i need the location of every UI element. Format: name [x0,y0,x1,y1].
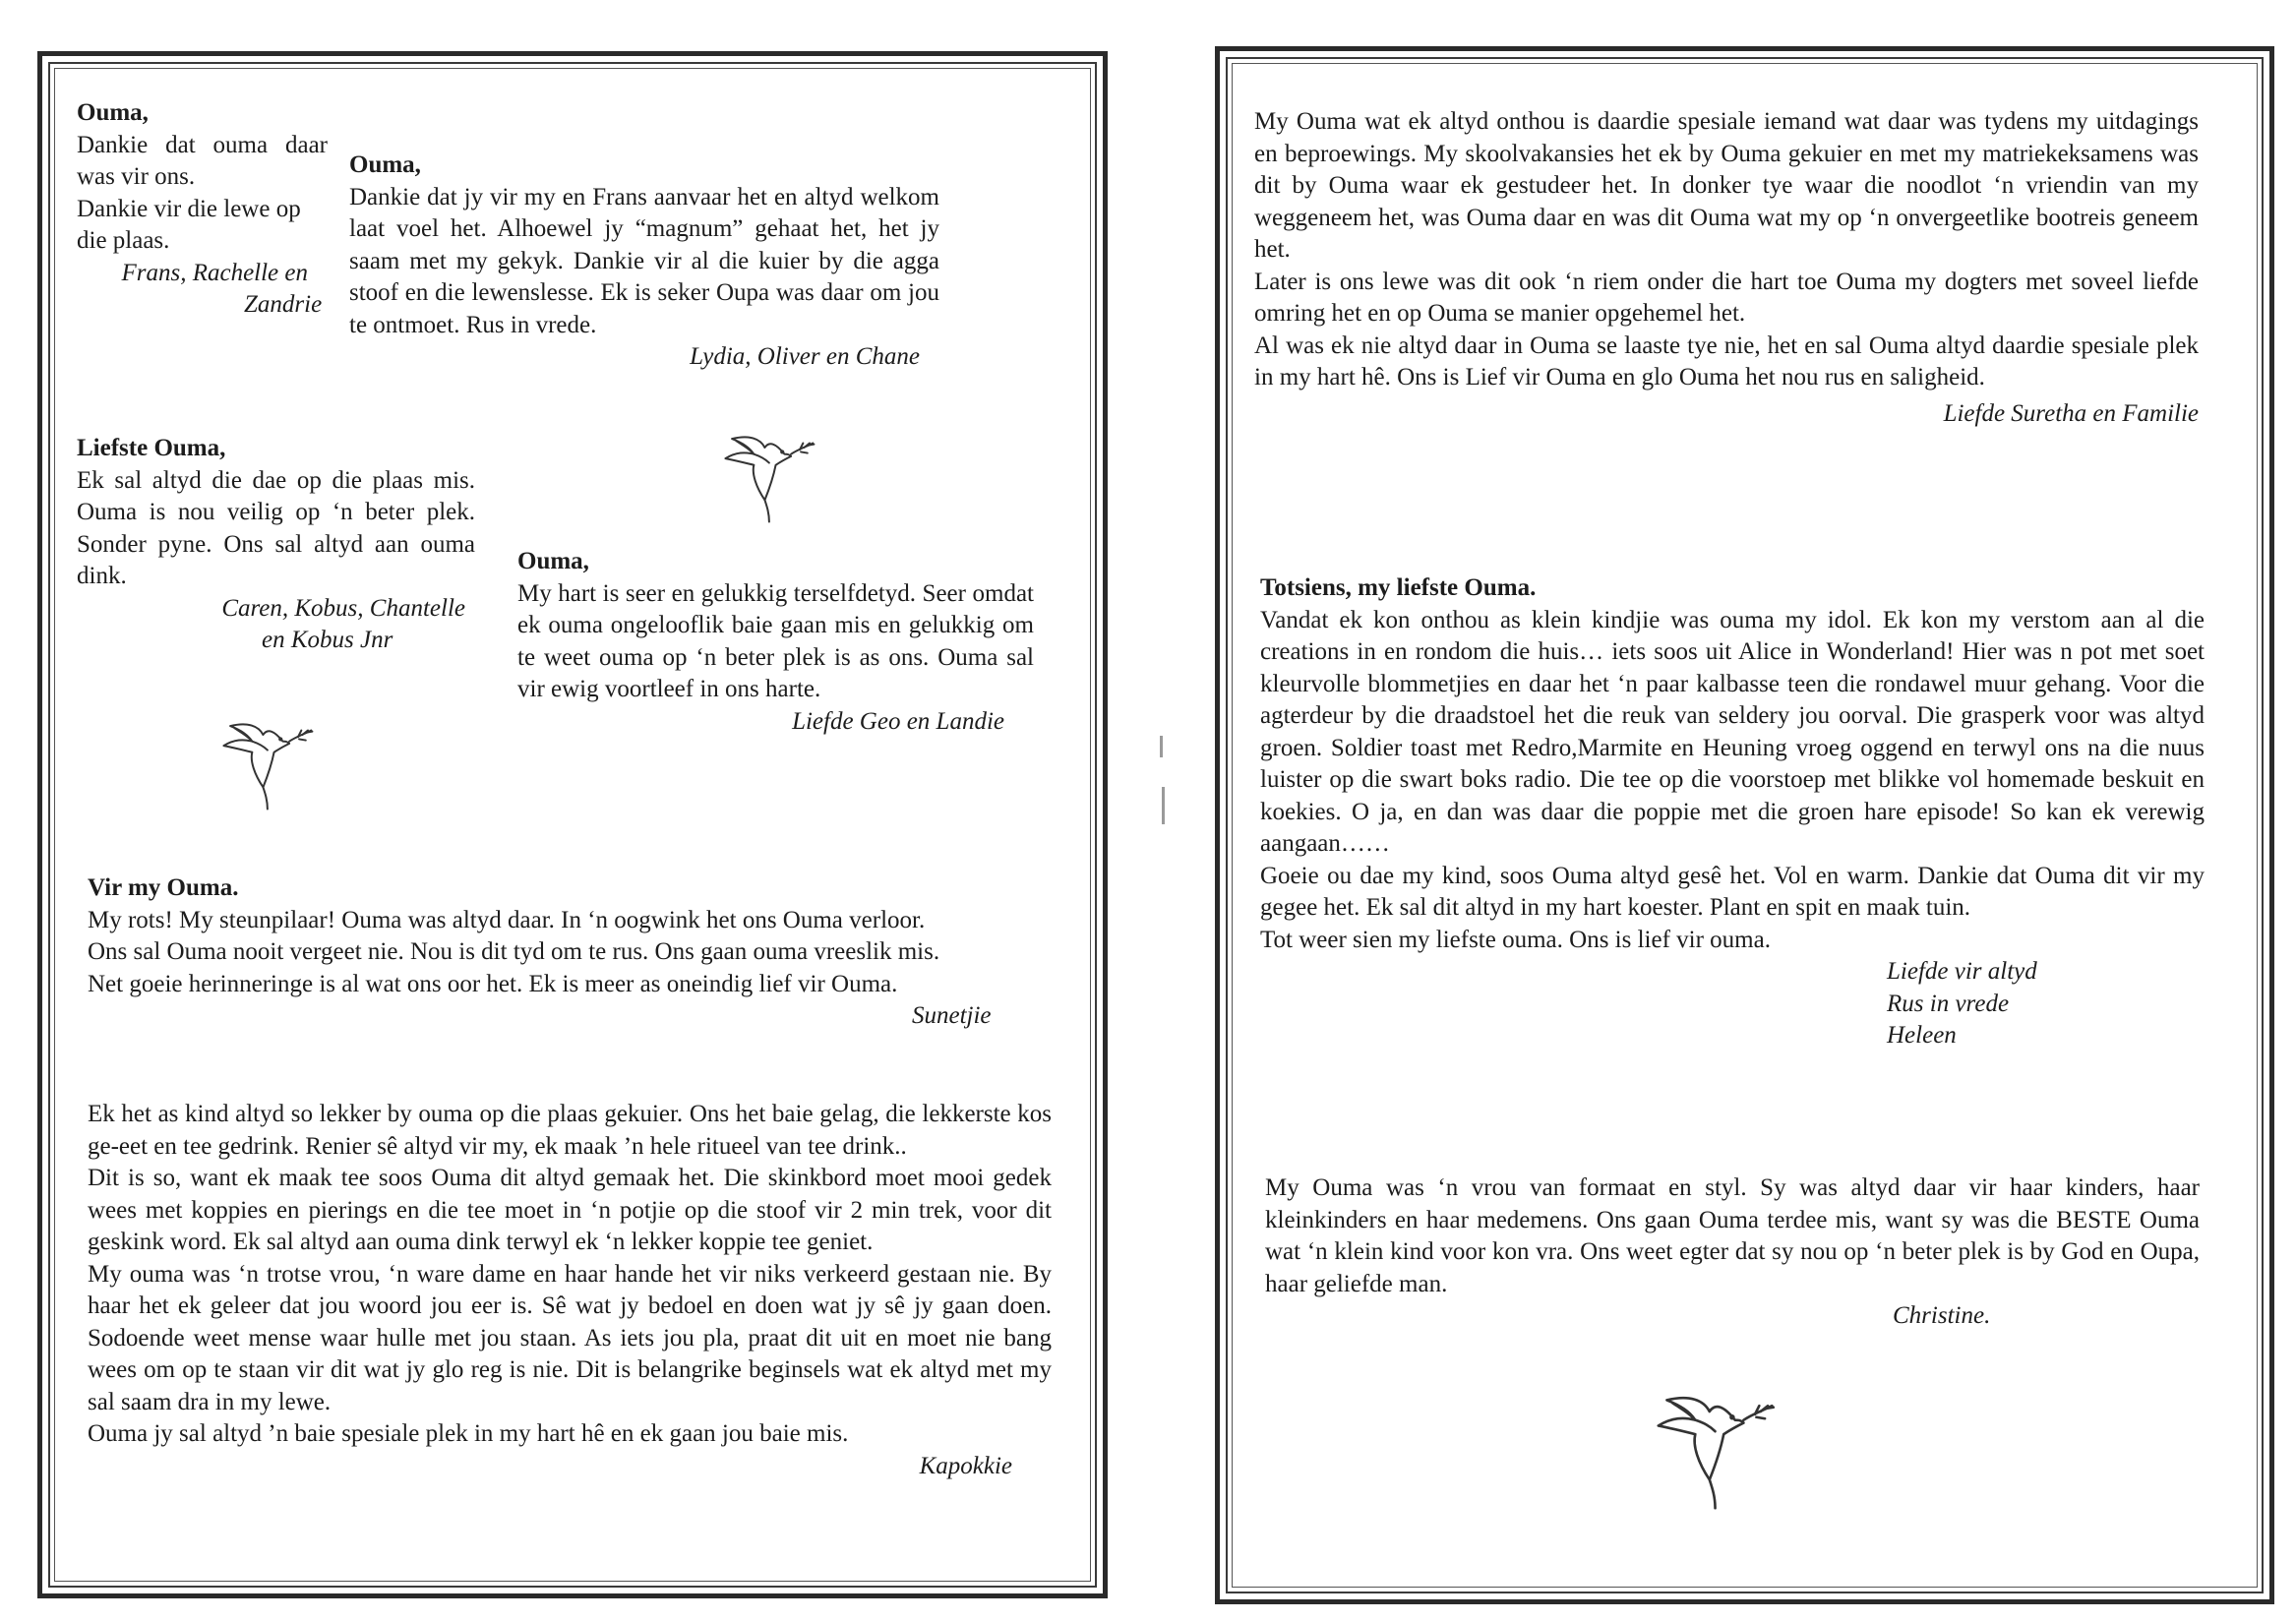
tribute-suretha [1254,106,2199,430]
tribute-paragraph: My Ouma wat ek altyd onthou is daardie spesiale iemand wat daar was tydens my uitdagings en beproewings. My skoolvakansies het ek by Ouma gekuier en met my matriekeksamens was dit by Ouma waar ek gestudeer het. In donker tye waar die noodlot ‘n vriendin van my weggeneem het, was Ouma daar en was dit Ouma wat my op ‘n onvergeetlike bootreis geneem het. [1254,108,2199,263]
tribute-signature: Heleen [1887,1022,1957,1049]
tribute-heleen [1260,572,2205,1052]
tribute-paragraph: Goeie ou dae my kind, soos Ouma altyd gesê het. Vol en warm. Dankie dat Ouma dit vir my gegee het. Ek sal dit altyd in my hart koester. Plant en spit en maak tuin. [1260,862,2205,921]
tribute-paragraph: Ouma jy sal altyd ’n baie spesiale plek in my hart hê en ek gaan jou baie mis. [88,1420,849,1447]
tribute-line: Dankie vir die lewe op die plaas. [77,195,301,254]
tribute-signature: en Kobus Jnr [262,627,393,653]
right-page [1215,46,2274,1604]
tribute-heading: Vir my Ouma. [88,874,239,901]
tribute-heading: Ouma, [349,151,421,178]
tribute-signature: Kapokkie [919,1452,1012,1479]
tribute-line: Ons sal Ouma nooit vergeet nie. Nou is dit tyd om te rus. Ons gaan ouma vreeslik mis. [88,938,940,965]
page-fold-mark [1160,736,1163,757]
tribute-text: Dankie dat jy vir my en Frans aanvaar het en altyd welkom laat voel het. Alhoewel jy “magnum” gehaat het, het jy saam met my gekyk. Dankie vir al die kuier by die agga stoof en die lewenslesse. Ek is seker Oupa was daar om jou te ontmoet. Rus in vrede. [349,183,939,338]
tribute-paragraph: Tot weer sien my liefste ouma. Ons is lief vir ouma. [1260,926,1771,953]
tribute-kapokkie [88,1099,1052,1482]
tribute-caren [77,433,475,657]
tribute-sunetjie [88,872,1071,1033]
tribute-paragraph: Later is ons lewe was dit ook ‘n riem onder die hart toe Ouma my dogters met soveel liefde omring het en op Ouma se manier opgehemel het. [1254,268,2199,327]
tribute-heading: Totsiens, my liefste Ouma. [1260,574,1537,601]
tribute-text: My Ouma was ‘n vrou van formaat en styl. Sy was altyd daar vir haar kinders, haar kleinkinders en haar medemens. Ons gaan Ouma terdee mis, want sy was die BESTE Ouma wat ‘n klein kind voor kon vra. Ons weet egter dat sy nou op ‘n beter plek is by God en Oupa, haar geliefde man. [1265,1174,2200,1297]
tribute-signature: Zandrie [244,291,323,318]
dove-icon [219,715,318,813]
tribute-line: Dankie dat ouma daar was vir ons. [77,131,328,190]
tribute-lydia [349,150,939,374]
tribute-signature: Rus in vrede [1887,990,2010,1017]
tribute-signature: Christine. [1893,1302,1991,1329]
tribute-text: Ek sal altyd die dae op die plaas mis. Ouma is nou veilig op ‘n beter plek. Sonder pyne. Ons sal altyd aan ouma dink. [77,466,475,589]
tribute-line: Net goeie herinneringe is al wat ons oor het. Ek is meer as oneindig lief vir Ouma. [88,970,898,997]
tribute-signature: Sunetjie [912,1002,992,1029]
tribute-text: My hart is seer en gelukkig terselfdetyd. Seer omdat ek ouma ongelooflik baie gaan mis en gelukkig om te weet ouma op ‘n beter plek is as ons. Ouma sal vir ewig voortleef in ons harte. [517,579,1034,702]
tribute-heading: Ouma, [77,99,149,126]
tribute-paragraph: Vandat ek kon onthou as klein kindjie was ouma my idol. Ek kon my verstom aan al die creations in en rondom die huis… iets soos uit Alice in Wonderland! Hier was n pot met soet kleurvolle blommetjies en daar het ‘n paar kalbasse teen die rondawel muur gehang. Voor die agterdeur by die draadstoel het die reuk van seldery jou oorval. Die grasperk voor was altyd groen. Soldier toast met Redro,Marmite en Heuning vroeg oggend en terwyl ons na die nuus luister op die swart boks radio. Die tee op die voorstoep met blikke vol homemade beskuit en koekies. O ja, en dan was daar die poppie met die groen hare episode! So kan ek verewig aangaan…… [1260,606,2205,857]
tribute-heading: Liefste Ouma, [77,435,226,461]
tribute-signature: Caren, Kobus, Chantelle [221,594,465,622]
tribute-line: My rots! My steunpilaar! Ouma was altyd daar. In ‘n oogwink het ons Ouma verloor. [88,906,926,933]
page-fold-mark [1162,787,1165,824]
tribute-frans [77,97,328,322]
tribute-heading: Ouma, [517,548,589,574]
tribute-christine [1265,1172,2200,1333]
dove-icon [721,428,819,526]
tribute-signature: Liefde Suretha en Familie [1943,399,2199,427]
tribute-geo [517,546,1034,738]
tribute-signature: Frans, Rachelle en [121,259,308,286]
tribute-paragraph: My ouma was ‘n trotse vrou, ‘n ware dame en haar hande het vir niks verkeerd gestaan nie. By haar het ek geleer dat jou woord jou eer is. Sê wat jy bedoel en doen wat jy sê jy gaan doen. Sodoende weet mense waar hulle met jou staan. As iets jou pla, praat dit uit en moet nie bang wees om op te staan vir dit wat jy glo reg is nie. Dit is belangrike beginsels wat ek altyd met my sal saam dra in my lewe. [88,1260,1052,1415]
tribute-signature: Liefde Geo en Landie [792,707,1004,735]
dove-icon [1653,1386,1781,1514]
tribute-paragraph: Dit is so, want ek maak tee soos Ouma dit altyd gemaak het. Die skinkbord moet mooi gedek wees met koppies en pierings en die tee moet in ‘n potjie op die stoof vir 2 min trek, voor dit geskink word. Ek sal altyd aan ouma dink terwyl ek ‘n lekker koppie tee geniet. [88,1165,1052,1255]
tribute-paragraph: Ek het as kind altyd so lekker by ouma op die plaas gekuier. Ons het baie gelag, die lekkerste kos ge-eet en tee gedrink. Renier sê altyd vir my, ek maak ’n hele ritueel van tee drink.. [88,1101,1052,1160]
tribute-signature: Lydia, Oliver en Chane [690,343,920,370]
left-page [37,51,1108,1598]
tribute-signature: Liefde vir altyd [1887,958,2037,985]
tribute-paragraph: Al was ek nie altyd daar in Ouma se laaste tye nie, het en sal Ouma altyd daardie spesiale plek in my hart hê. Ons is Lief vir Ouma en glo Ouma het nou rus en saligheid. [1254,331,2199,390]
